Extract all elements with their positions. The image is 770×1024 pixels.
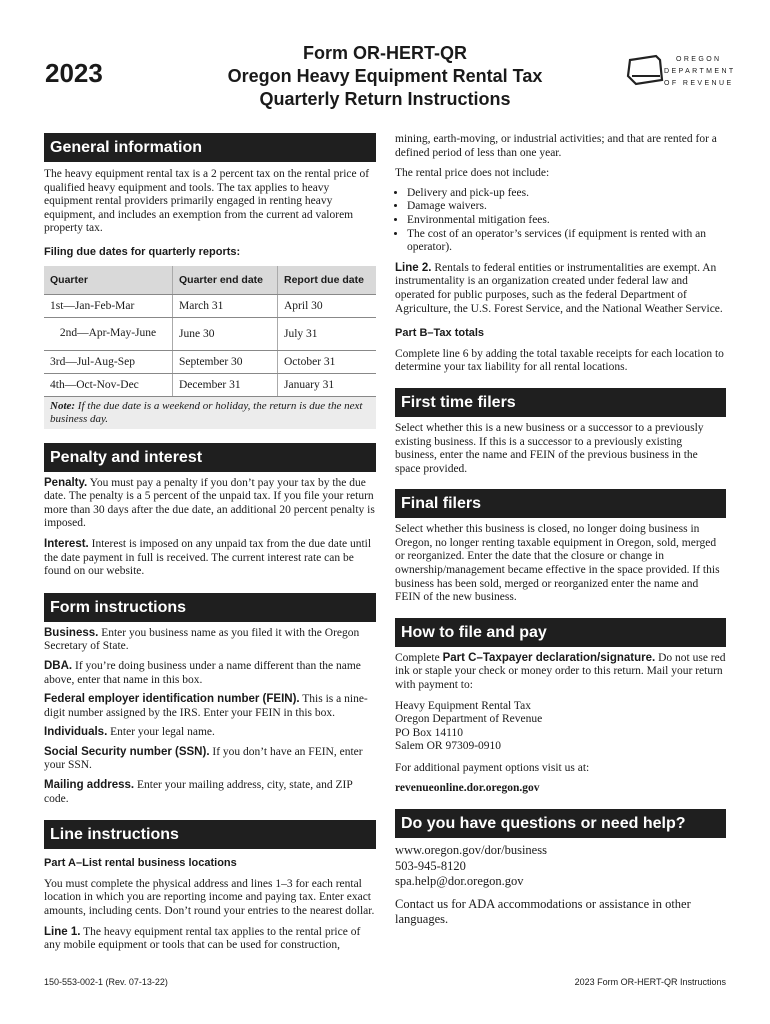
line-2-label: Line 2.: [395, 261, 432, 274]
file-pay-pre: Complete: [395, 651, 443, 664]
list-item: • Environmental mitigation fees.: [407, 214, 726, 228]
line-2-text: Rentals to federal entities or instrumentalities are exempt. An instrumentality is an organization created under federal law and operated for public purposes, such as the federal Department of Agriculture, the U.S. Forest Service, and the National Weather Service.: [395, 261, 723, 315]
individuals-paragraph: [44, 726, 376, 740]
left-column: [44, 133, 376, 953]
final-filers-heading: Final filers: [395, 489, 726, 518]
end-date-cell: June 30: [173, 317, 278, 350]
help-heading: Do you have questions or need help?: [395, 809, 726, 838]
first-time-filers-heading: First time filers: [395, 388, 726, 417]
part-b-text: Complete line 6 by adding the total taxable receipts for each location to determine your tax liability for all rental locations.: [395, 347, 724, 374]
phone-number: 503-945-8120: [395, 858, 466, 873]
due-date-note: [44, 397, 376, 429]
col-header-end-date: Quarter end date: [173, 266, 278, 295]
address-line: Salem OR 97309-0910: [395, 740, 502, 753]
general-intro: The heavy equipment rental tax is a 2 percent tax on the rental price of qualified heavy equipment and tools. The tax applies to heavy equipment rental providers primarily engaged in renting heavy equipment, and includes an exemption from the current ad valorem property tax.: [44, 168, 370, 235]
fein-paragraph: [44, 693, 376, 720]
list-item: • Damage waivers.: [407, 200, 726, 214]
end-date-cell: March 31: [173, 294, 278, 317]
business-paragraph: [44, 627, 376, 654]
logo-line-2: DEPARTMENT: [664, 68, 736, 75]
state-outline-icon: [626, 54, 666, 90]
quarter-cell: 4th—Oct-Nov-Dec: [44, 373, 173, 396]
interest-text: Interest is imposed on any unpaid tax from the due date until the date payment in full is received. The current interest rate can be found on our website.: [44, 537, 372, 578]
address-line: Oregon Department of Revenue: [395, 713, 543, 726]
mailing-address-block: [395, 700, 726, 754]
title-line-3: Quarterly Return Instructions: [259, 89, 511, 109]
line-1-paragraph: [44, 926, 376, 953]
mailing-address-paragraph: [44, 779, 376, 806]
due-date-cell: October 31: [278, 350, 377, 373]
table-row: [44, 373, 376, 396]
contact-block: [395, 843, 726, 890]
table-row: [44, 350, 376, 373]
note-label: Note:: [50, 399, 76, 412]
due-date-cell: January 31: [278, 373, 377, 396]
first-time-filers-text: Select whether this is a new business or a successor to a previously existing business. If this is a successor to a previously existing business, enter the name and FEIN of the previous business in the space provided.: [395, 421, 704, 475]
part-c-label: Part C–Taxpayer declaration/signature.: [442, 651, 656, 664]
table-header-row: [44, 266, 376, 295]
business-text: Enter you business name as you filed it with the Oregon Secretary of State.: [44, 626, 360, 653]
payment-options-text: For additional payment options visit us at:: [395, 762, 590, 774]
line-1-label: Line 1.: [44, 925, 81, 938]
part-b-heading: Part B–Tax totals: [395, 327, 485, 340]
business-label: Business.: [44, 626, 99, 639]
interest-label: Interest.: [44, 537, 89, 550]
website-link[interactable]: www.oregon.gov/dor/business: [395, 843, 547, 858]
file-and-pay-text: [395, 652, 726, 693]
due-date-cell: July 31: [278, 317, 377, 350]
form-instructions-heading: Form instructions: [44, 593, 376, 622]
address-line: Heavy Equipment Rental Tax: [395, 699, 531, 712]
line-1-continued: mining, earth-moving, or industrial activities; and that are rented for a defined period of less than one year.: [395, 133, 717, 159]
line-2-paragraph: [395, 262, 726, 316]
ada-text: Contact us for ADA accommodations or assistance in other languages.: [395, 896, 691, 927]
penalty-paragraph: [44, 477, 376, 531]
part-a-text: You must complete the physical address and lines 1–3 for each rental location in which you are reporting income and paying tax. Enter exact amounts, including cents. Don’t round your entries to the nearest dollar.: [44, 877, 375, 918]
filing-due-heading: Filing due dates for quarterly reports:: [44, 245, 241, 258]
dba-label: DBA.: [44, 659, 73, 672]
mailing-address-text: Enter your mailing address, city, state, and ZIP code.: [44, 779, 353, 805]
logo-line-1: OREGON: [676, 56, 722, 63]
revenue-online-link[interactable]: revenueonline.dor.oregon.gov: [395, 781, 540, 794]
dba-paragraph: [44, 660, 376, 687]
file-and-pay-heading: How to file and pay: [395, 618, 726, 647]
form-year: 2023: [45, 58, 103, 88]
form-title: [180, 42, 590, 111]
mailing-address-label: Mailing address.: [44, 779, 135, 792]
final-filers-text: Select whether this business is closed, no longer doing business in Oregon, no longer renting taxable equipment in Oregon, sold, merged or reorganized. Enter the date that the closure or change in ownership/management became effective in the space provided. If this business has been sold, merged or reorganized enter the name and FEIN of the new business.: [395, 523, 720, 604]
penalty-text: You must pay a penalty if you don’t pay your tax by the due date. The penalty is a 5 percent of the unpaid tax. If you file your return more than 30 days after the due date, an additional 20 percent penalty is imposed.: [44, 476, 375, 530]
logo-line-3: OF REVENUE: [664, 80, 734, 87]
penalty-label: Penalty.: [44, 476, 88, 489]
general-info-heading: General information: [44, 133, 376, 162]
fein-text: This is a nine-digit number assigned by the IRS. Enter your FEIN in this box.: [44, 693, 368, 719]
dba-text: If you’re doing business under a name different than the name above, enter that name in this box.: [44, 659, 361, 686]
individuals-label: Individuals.: [44, 726, 108, 739]
part-a-heading: Part A–List rental business locations: [44, 857, 237, 870]
email-link[interactable]: spa.help@dor.oregon.gov: [395, 874, 524, 889]
penalty-heading: Penalty and interest: [44, 443, 376, 472]
address-line: PO Box 14110: [395, 726, 463, 739]
col-header-quarter: Quarter: [44, 266, 173, 295]
quarter-cell: 2nd—Apr-May-June: [44, 317, 173, 350]
list-item: • Delivery and pick-up fees.: [407, 187, 726, 201]
ssn-paragraph: [44, 746, 376, 773]
end-date-cell: December 31: [173, 373, 278, 396]
table-row: [44, 294, 376, 317]
title-line-1: Form OR-HERT-QR: [303, 43, 467, 63]
footer-form-number: 150-553-002-1 (Rev. 07-13-22): [44, 977, 168, 987]
file-pay-post: Do not use red ink or staple your check or money order to this return. Mail your return with payment to:: [395, 651, 726, 692]
due-date-cell: April 30: [278, 294, 377, 317]
right-column: [395, 133, 726, 928]
note-text: If the due date is a weekend or holiday, the return is due the next business day.: [50, 399, 363, 425]
exclusions-list: [395, 187, 726, 255]
quarter-cell: 3rd—Jul-Aug-Sep: [44, 350, 173, 373]
oregon-dor-logo: [626, 54, 736, 94]
line-instructions-heading: Line instructions: [44, 820, 376, 849]
end-date-cell: September 30: [173, 350, 278, 373]
interest-paragraph: [44, 538, 376, 579]
ssn-text: If you don’t have an FEIN, enter your SSN.: [44, 745, 363, 772]
due-date-table: [44, 266, 376, 397]
col-header-due-date: Report due date: [278, 266, 377, 295]
footer-form-title: 2023 Form OR-HERT-QR Instructions: [574, 977, 726, 987]
fein-label: Federal employer identification number (FEIN).: [44, 693, 300, 706]
title-line-2: Oregon Heavy Equipment Rental Tax: [227, 66, 543, 86]
individuals-text: Enter your legal name.: [107, 726, 215, 739]
table-row: [44, 317, 376, 350]
quarter-cell: 1st—Jan-Feb-Mar: [44, 294, 173, 317]
ssn-label: Social Security number (SSN).: [44, 745, 210, 758]
list-item: • The cost of an operator’s services (if equipment is rented with an operator).: [407, 228, 726, 255]
exclusions-intro: The rental price does not include:: [395, 167, 550, 180]
line-1-text: The heavy equipment rental tax applies to the rental price of any mobile equipment or tools that can be used for construction,: [44, 925, 361, 952]
